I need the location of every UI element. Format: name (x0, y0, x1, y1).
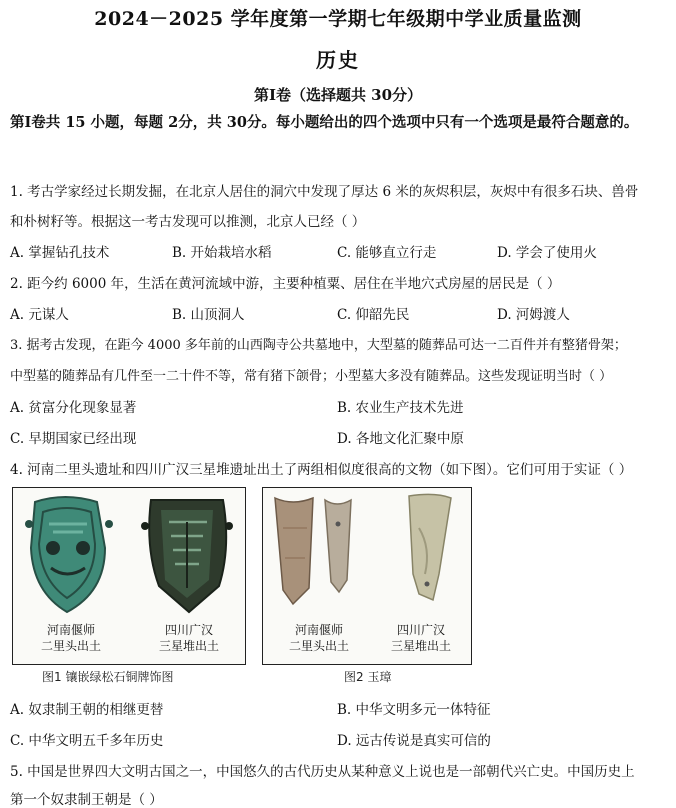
question-5-line-1: 5. 中国是世界四大文明古国之一，中国悠久的古代历史从某种意义上说也是一部朝代兴亡史。中国历史上 (10, 764, 635, 780)
question-1-line-1: 1. 考古学家经过长期发掘，在北京人居住的洞穴中发现了厚达 6 米的灰烬积层，灰烬中有很多石块、兽骨 (10, 184, 639, 200)
figure-1-right-label: 四川广汉 三星堆出土 (158, 623, 219, 653)
question-1-option-a: A. 掌握钻孔技术 (10, 245, 110, 261)
question-2-line-1: 2. 距今约 6000 年，生活在黄河流域中游，主要种植粟、居住在半地穴式房屋的居民是（ ） (10, 276, 561, 292)
question-3-option-c: C. 早期国家已经出现 (10, 431, 137, 447)
question-2-option-a: A. 元谋人 (10, 307, 69, 323)
figure-2-caption: 图2 玉璋 (344, 670, 392, 684)
question-4-line-1: 4. 河南二里头遗址和四川广汉三星堆遗址出土了两组相似度很高的文物（如下图）。它们可用于实证（ ） (10, 462, 633, 478)
question-3-option-a: A. 贫富分化现象显著 (10, 400, 137, 416)
question-3-option-b: B. 农业生产技术先进 (337, 400, 464, 416)
question-4-option-a: A. 奴隶制王朝的相继更替 (10, 702, 164, 718)
question-1-option-d: D. 学会了使用火 (497, 245, 597, 261)
question-1-option-b: B. 开始栽培水稻 (172, 245, 272, 261)
figure-1-frame (12, 487, 246, 665)
exam-title: 2024－2025 学年度第一学期七年级期中学业质量监测 (94, 8, 582, 30)
question-2-option-b: B. 山顶洞人 (172, 307, 245, 323)
figure-1-left-label: 河南偃师 二里头出土 (40, 623, 101, 653)
question-4-option-c: C. 中华文明五千多年历史 (10, 733, 164, 749)
question-3-line-2: 中型墓的随葬品有几件至一二十件不等，常有猪下颌骨；小型墓大多没有随葬品。这些发现证明当时（ ） (10, 369, 613, 384)
question-4-option-d: D. 远古传说是真实可信的 (337, 733, 491, 749)
figure-2-right-label: 四川广汉 三星堆出土 (390, 623, 451, 653)
question-1-option-c: C. 能够直立行走 (337, 245, 437, 261)
question-2-option-c: C. 仰韶先民 (337, 307, 410, 323)
question-3-option-d: D. 各地文化汇聚中原 (337, 431, 464, 447)
question-1-line-2: 和朴树籽等。根据这一考古发现可以推测，北京人已经（ ） (10, 214, 366, 230)
jade-zhang-blades-image (263, 488, 471, 620)
question-2-option-d: D. 河姆渡人 (497, 307, 570, 323)
section-title: 第Ⅰ卷（选择题共 30分） (253, 86, 423, 104)
figure-1-caption: 图1 镶嵌绿松石铜牌饰图 (42, 670, 174, 684)
question-5-line-2: 第一个奴隶制王朝是（ ） (10, 792, 163, 808)
figure-2-frame (262, 487, 472, 665)
turquoise-bronze-plaques-image (13, 488, 245, 620)
subject-title: 历史 (316, 48, 360, 72)
question-3-line-1: 3. 据考古发现，在距今 4000 多年前的山西陶寺公共墓地中，大型墓的随葬品可达一二百件并有整猪骨架； (10, 338, 627, 353)
figure-2-left-label: 河南偃师 二里头出土 (288, 623, 349, 653)
question-4-option-b: B. 中华文明多元一体特征 (337, 702, 491, 718)
section-instructions: 第Ⅰ卷共 15 小题，每题 2分，共 30分。每小题给出的四个选项中只有一个选项是最符合题意的。 (10, 114, 639, 131)
